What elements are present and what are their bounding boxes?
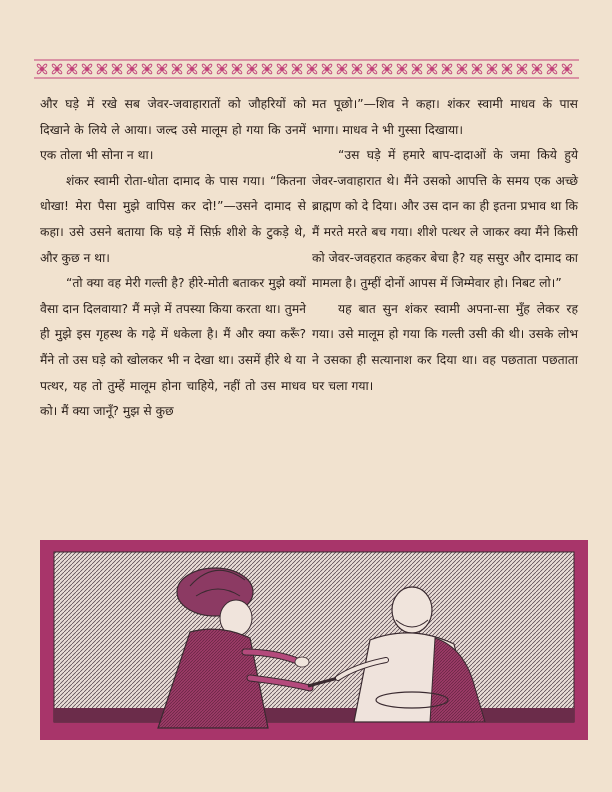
- border-flower-icon: [547, 64, 558, 75]
- border-flower-icon: [502, 64, 513, 75]
- border-flower-icon: [367, 64, 378, 75]
- border-flower-icon: [307, 64, 318, 75]
- story-paragraph: और घड़े में रखे सब जेवर-जवाहारातों को जौहरियों को दिखाने के लिये ले आया। जल्द उसे मालूम हो गया कि उनमें एक तोला भी सोना न था।: [40, 97, 306, 163]
- story-paragraph: शंकर स्वामी रोता-धोता दामाद के पास गया। “कितना धोखा! मेरा पैसा मुझे वापिस कर दो!”—उसने दामाद से कहा। उसे उसने बताया कि घड़े में सिर्फ़ शीशे के टुकड़े थे, और कुछ न था।: [40, 173, 306, 265]
- border-flower-icon: [382, 64, 393, 75]
- border-flower-icon: [337, 64, 348, 75]
- border-flower-icon: [247, 64, 258, 75]
- border-flower-icon: [37, 64, 48, 75]
- floral-border-icon: [34, 58, 579, 80]
- illustration-floor: [54, 708, 574, 722]
- border-flower-icon: [292, 64, 303, 75]
- border-flower-icon: [442, 64, 453, 75]
- border-flower-icon: [472, 64, 483, 75]
- border-flower-icon: [232, 64, 243, 75]
- border-flower-icon: [412, 64, 423, 75]
- border-flower-icon: [142, 64, 153, 75]
- story-illustration: [40, 540, 588, 740]
- decorative-border: [34, 58, 579, 80]
- border-flower-icon: [202, 64, 213, 75]
- border-flower-icon: [277, 64, 288, 75]
- border-flower-icon: [532, 64, 543, 75]
- border-flower-icon: [97, 64, 108, 75]
- story-paragraph: यह बात सुन शंकर स्वामी अपना-सा मुँह लेकर रह गया। उसे मालूम हो गया कि गल्ती उसी की थी। उसके लोभ ने उसका ही सत्यानाश कर दिया था। वह पछताता पछताता घर चला गया।: [312, 301, 578, 393]
- border-flower-icon: [127, 64, 138, 75]
- illustration-scene: [40, 540, 588, 740]
- border-flower-icon: [187, 64, 198, 75]
- border-flower-icon: [172, 64, 183, 75]
- story-right-column: [312, 92, 578, 399]
- border-flower-icon: [52, 64, 63, 75]
- border-flower-icon: [487, 64, 498, 75]
- border-flower-icon: [82, 64, 93, 75]
- border-flower-icon: [67, 64, 78, 75]
- border-flower-icon: [352, 64, 363, 75]
- story-paragraph: “तो क्या वह मेरी गल्ती है? हीरे-मोती बताकर मुझे क्यों वैसा दान दिलवाया? मैं मज़े में तपस्या किया करता था। तुमने ही मुझे इस गृहस्थ के गढ़े में धकेला है। मैं और क्या करूँ? मैंने तो उस घड़े को खोलकर भी न देखा था। उसमें हीरे थे या पत्थर, यह तो तुम्हें मालूम होना चाहिये, नहीं तो उस माधव को। मैं क्या जानूँ? मुझ से कुछ: [40, 276, 306, 419]
- story-paragraph: मत पूछो।”—शिव ने कहा। शंकर स्वामी माधव के पास भागा। माधव ने भी गुस्सा दिखाया।: [312, 97, 578, 137]
- border-flower-icon: [112, 64, 123, 75]
- story-left-column: [40, 92, 306, 425]
- story-paragraph: “उस घड़े में हमारे बाप-दादाओं के जमा किये हुये जेवर-जवाहारात थे। मैंने उसको आपत्ति के समय एक अच्छे ब्राह्मण को दे दिया। और उस दान का ही इतना प्रभाव था कि मैं मरते मरते बच गया। शीशे पत्थर ले जाकर क्या मैंने किसी को जेवर-जवहरात कहकर बेचा है? यह ससुर और दामाद का मामला है। तुम्हीं दोनों आपस में जिम्मेवार हो। निबट लो।”: [312, 148, 578, 291]
- border-flower-icon: [517, 64, 528, 75]
- illustration-panel: [54, 552, 574, 722]
- border-flower-icon: [262, 64, 273, 75]
- border-flower-icon: [457, 64, 468, 75]
- border-flower-icon: [217, 64, 228, 75]
- border-flower-icon: [562, 64, 573, 75]
- border-flower-icon: [397, 64, 408, 75]
- border-flower-icon: [157, 64, 168, 75]
- border-flower-icon: [427, 64, 438, 75]
- border-flower-icon: [322, 64, 333, 75]
